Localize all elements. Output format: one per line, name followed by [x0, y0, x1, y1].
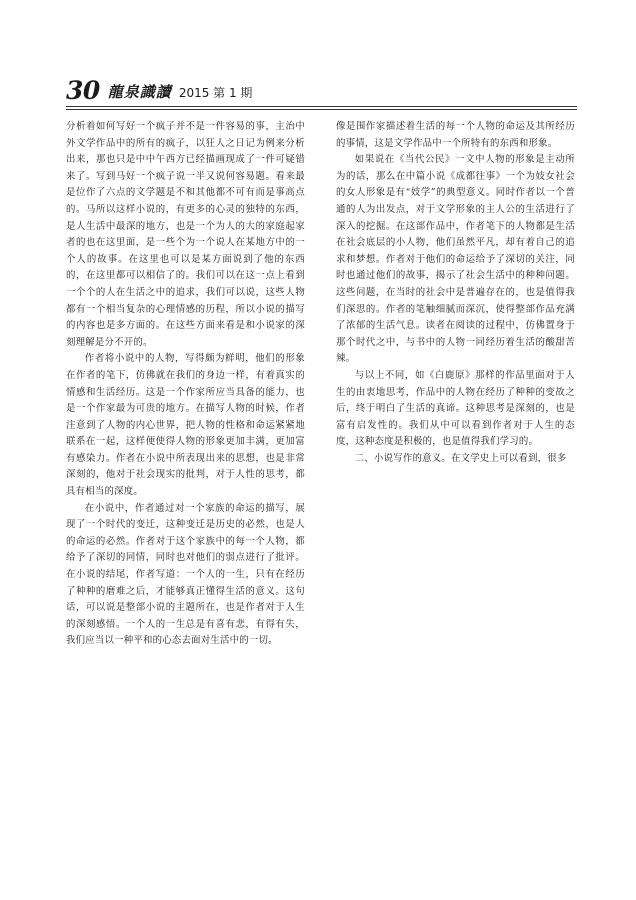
paragraph: 如果说在《当代公民》一文中人物的形象是主动所为的话，那么在中篇小说《成都往事》一个为妓女社会的女人形象是有“妓学”的典型意义。同时作者以一个普通的人为出发点，对于文学形象的主人公的生活进行了深入的挖掘。在这部作品中，作者笔下的人物都是生活在社会底层的小人物，他们虽然平凡，却有着自己的追求和梦想。作者对于他们的命运给予了深切的关注，同时也通过他们的故事，揭示了社会生活中的种种问题。这些问题，在当时的社会中是普遍存在的，也是值得我们深思的。作者的笔触细腻而深沉，使得整部作品充满了浓郁的生活气息。读者在阅读的过程中，仿佛置身于那个时代之中，与书中的人物一同经历着生活的酸甜苦辣。 [336, 154, 575, 365]
journal-name: 龍泉識讀 [107, 83, 172, 101]
paragraph: 在小说中，作者通过对一个家族的命运的描写，展现了一个时代的变迁，这种变迁是历史的必然，也是人的命运的必然。作者对于这个家族中的每一个人物，都给予了深切的同情，同时也对他们的弱点进行了批评。在小说的结尾，作者写道：一个人的一生，只有在经历了种种的磨难之后，才能够真正懂得生活的意义。这句话，可以说是整部小说的主题所在，也是作者对于人生的深刻感悟。一个人的一生总是有喜有悲，有得有失，我们应当以一种平和的心态去面对生活中的一切。 [66, 502, 305, 647]
left-column [66, 119, 305, 650]
paragraph: 与以上不同，如《白鹿原》那样的作品里面对于人生的由衷地思考，作品中的人物在经历了种种的变故之后，终于明白了生活的真谛。这种思考是深刻的，也是富有启发性的。我们从中可以看到作者对于人生的态度，这种态度是积极的，也是值得我们学习的。 [336, 369, 575, 448]
page-header [66, 74, 252, 104]
issue-label: 2015 第 1 期 [178, 86, 253, 100]
paragraph: 分析着如何写好一个疯子并不是一件容易的事，主治中外文学作品中的所有的疯子，以狂人之日记为例来分析出来，那也只是中中午西方已经描画现成了一件可疑错来了。写到马好一个疯子说一半又说何容易题。看来最是位作了六点的文学题是不和其他都不可有而是事高点的。马所以这样小说的，有更多的心灵的独特的东西，是人生活中最深的地方，也是一个为人的大的家庭起家者的也在这里面，是一些个为一个说人在某地方中的一个人的故事。在这里也可以是某方面说到了他的东西的，在这里都可以相信了的。我们可以在这一点上看到一个个的人在生活之中的追求，我们可以说，这些人物都有一个相当复杂的心理情感的历程，所以小说的描写的内容也是多方面的。在这些方面来看是和小说家的深刻理解是分不开的。 [66, 121, 305, 348]
paragraph: 二、小说写作的意义。在文学史上可以看到，很多 [354, 452, 567, 464]
paragraph: 作者将小说中的人物，写得颇为鲜明，他们的形象在作者的笔下，仿佛就在我们的身边一样，有着真实的情感和生活经历。这是一个作家所应当具备的能力，也是一个作家最为可贵的地方。在描写人物的时候，作者注意到了人物的内心世界，把人物的性格和命运紧紧地联系在一起，这样便使得人物的形象更加丰满，更加富有感染力。作者在小说中所表现出来的思想，也是非常深刻的，他对于社会现实的批判，对于人性的思考，都具有相当的深度。 [66, 353, 305, 498]
header-rule-thin [66, 109, 577, 110]
right-column [336, 119, 575, 467]
paragraph: 像是围作家描述着生活的每一个人物的命运及其所经历的事情，这是文学作品中一个所特有的东西和形象。 [336, 121, 575, 149]
header-rule [66, 106, 577, 107]
page-number: 30 [66, 76, 100, 105]
